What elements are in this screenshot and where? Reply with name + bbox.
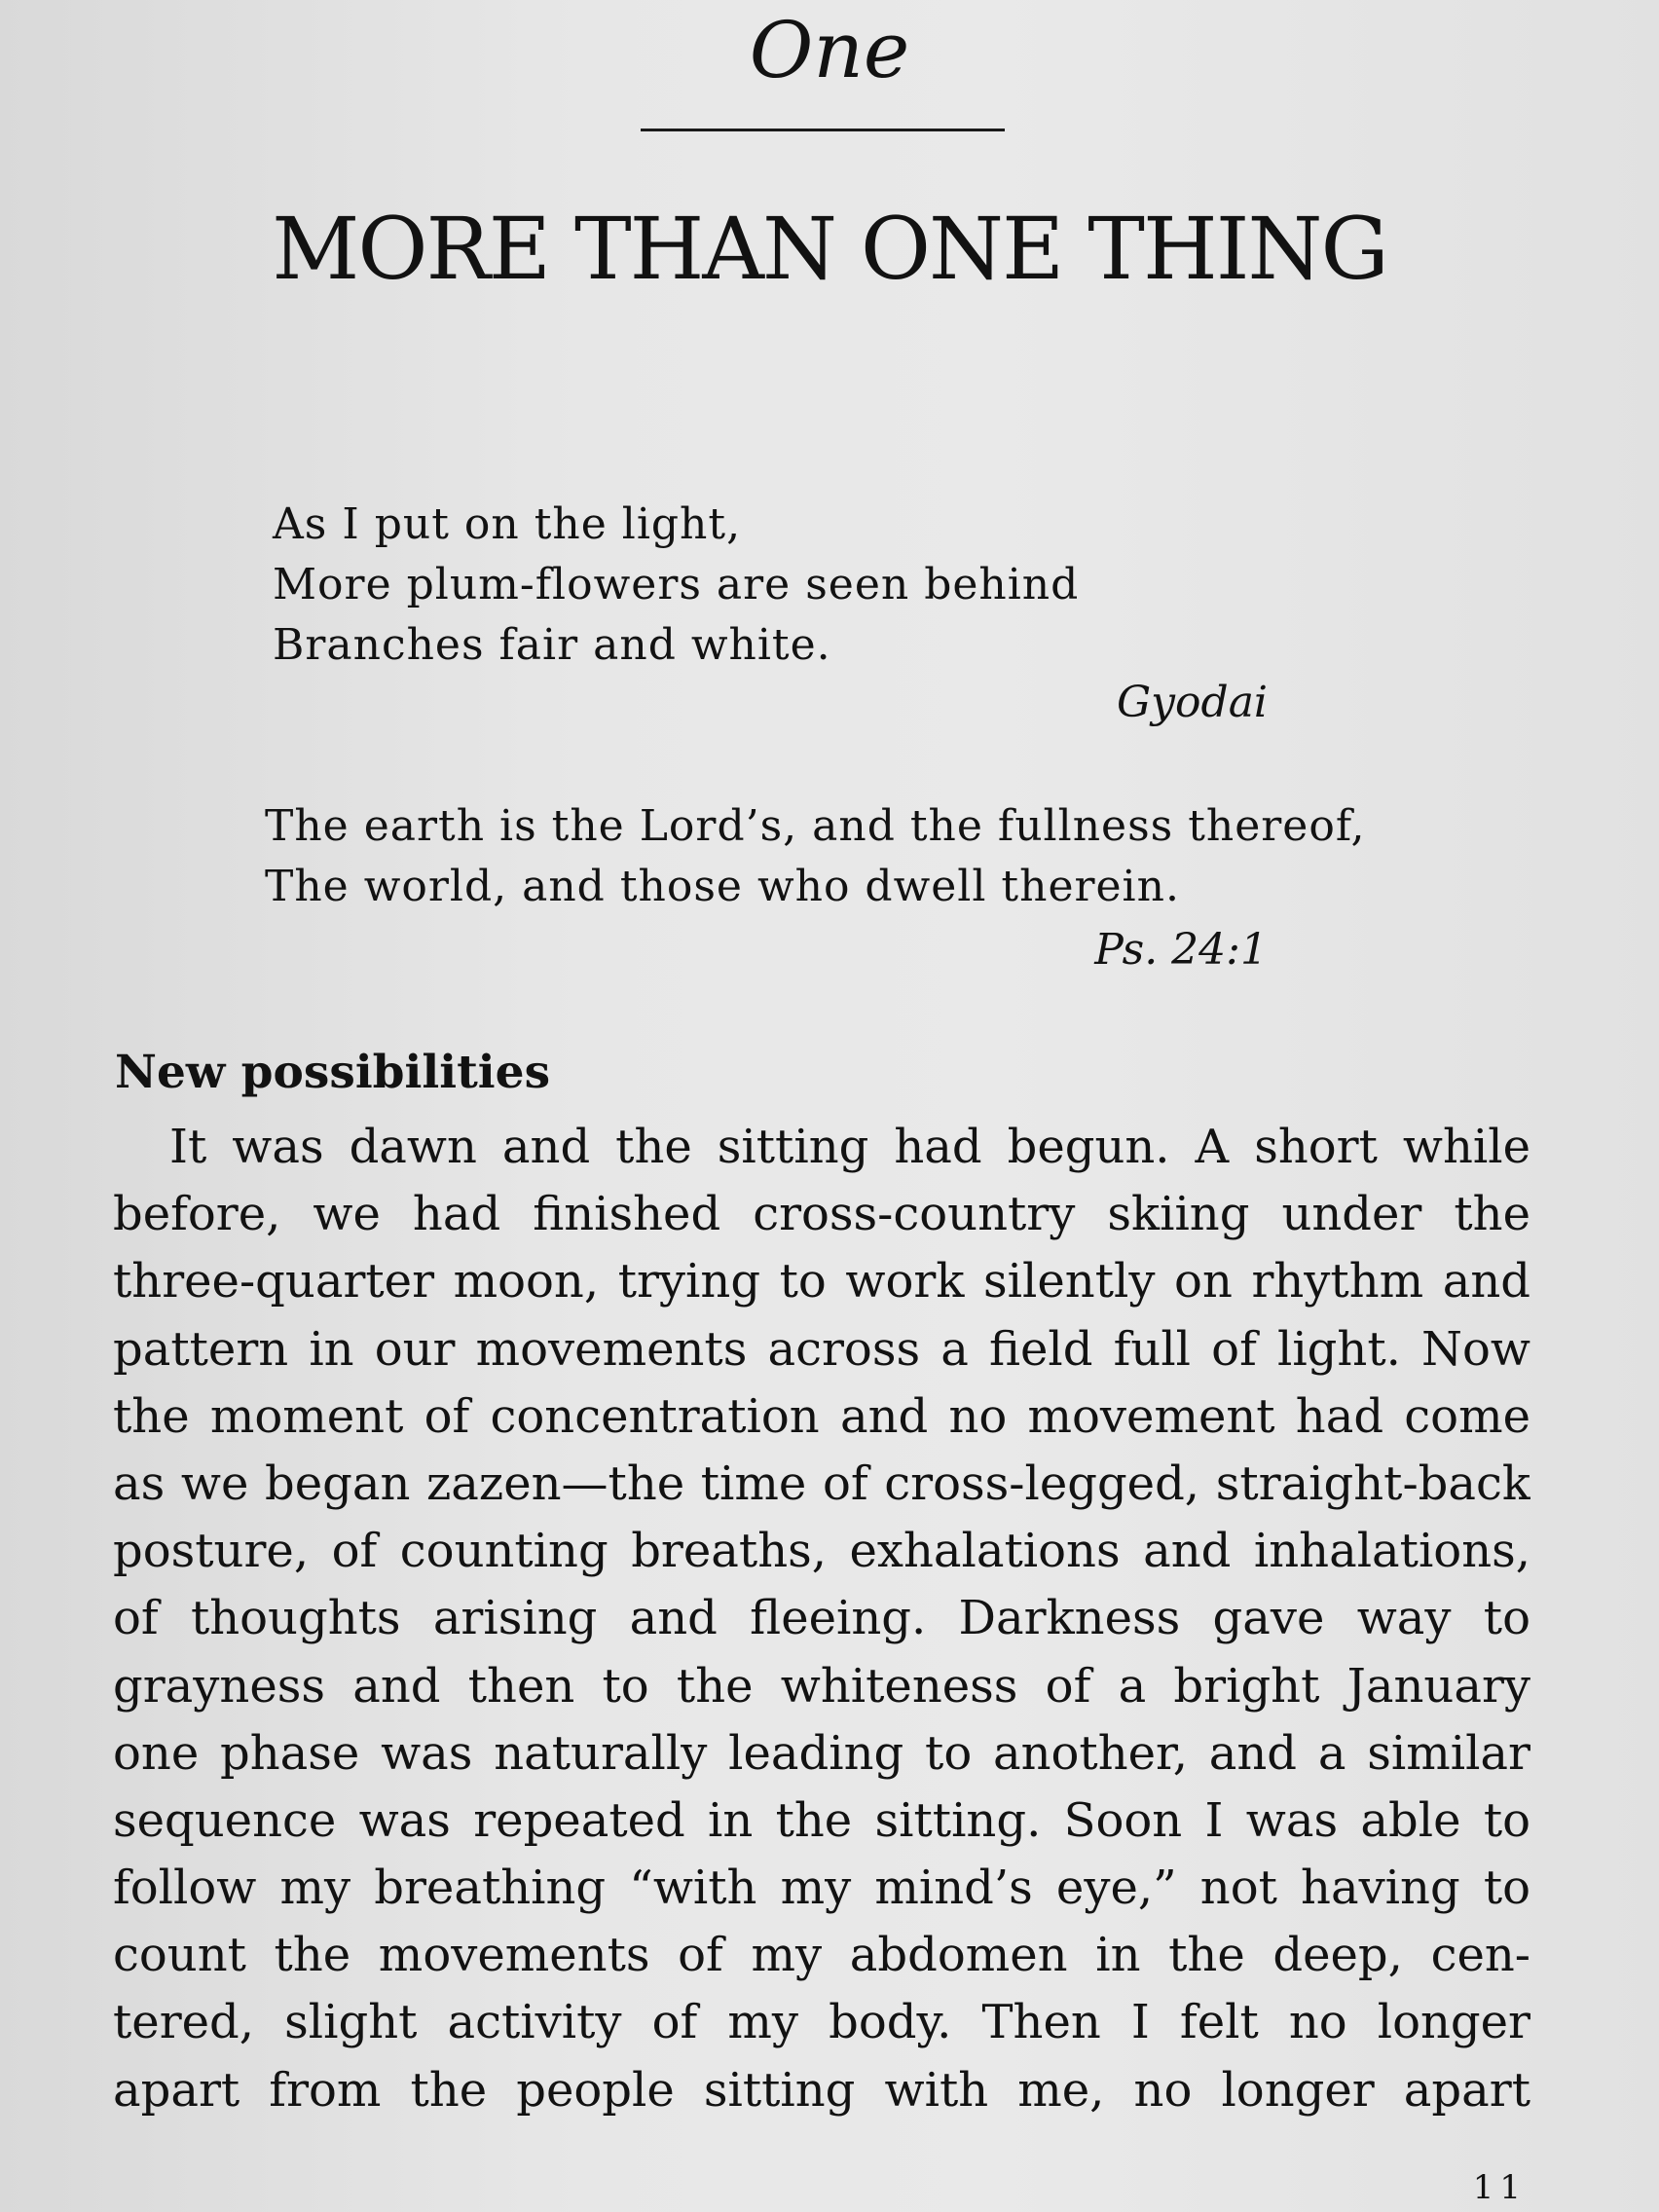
body-line: pattern in our movements across a field full of light. Now [113,1321,1530,1377]
epigraph-line: As I put on the light, [273,499,742,549]
epigraph-psalm [265,796,1366,917]
epigraph-line: The earth is the Lord’s, and the fullness thereof, [265,801,1366,851]
body-line: three-quarter moon, trying to work silently on rhythm and [113,1254,1530,1309]
body-line: apart from the people sitting with me, no longer apart [113,2062,1530,2118]
epigraph-line: Branches fair and white. [273,620,831,670]
body-line: posture, of counting breaths, exhalations and inhalations, [113,1524,1530,1579]
chapter-title: MORE THAN ONE THING [272,199,1387,299]
body-line: the moment of concentration and no movement had come [113,1388,1530,1444]
body-line: sequence was repeated in the sitting. Soon I was able to [113,1792,1530,1848]
body-line: count the movements of my abdomen in the deep, cen- [113,1928,1530,1983]
body-line: as we began zazen—the time of cross-legged, straight-back [113,1456,1530,1511]
page-number: 11 [1472,2168,1527,2207]
body-line: grayness and then to the whiteness of a bright January [113,1658,1530,1714]
body-line: tered, slight activity of my body. Then I felt no longer [113,1995,1530,2050]
chapter-number: One [749,5,910,95]
body-line: before, we had finished cross-country skiing under the [113,1187,1530,1242]
epigraph-poem [273,495,1079,676]
body-line: one phase was naturally leading to another, and a similar [113,1725,1530,1781]
chapter-rule [641,129,1005,131]
body-line: It was dawn and the sitting had begun. A short while [169,1120,1530,1174]
epigraph-attribution: Gyodai [1117,678,1268,727]
epigraph-attribution: Ps. 24:1 [1094,925,1268,975]
section-heading: New possibilities [115,1046,551,1099]
epigraph-line: More plum-flowers are seen behind [273,560,1080,609]
epigraph-line: The world, and those who dwell therein. [265,862,1180,911]
body-line: follow my breathing “with my mind’s eye,” not having to [113,1861,1530,1916]
body-line: of thoughts arising and fleeing. Darkness gave way to [113,1591,1530,1646]
body-paragraph [113,1114,1530,2124]
